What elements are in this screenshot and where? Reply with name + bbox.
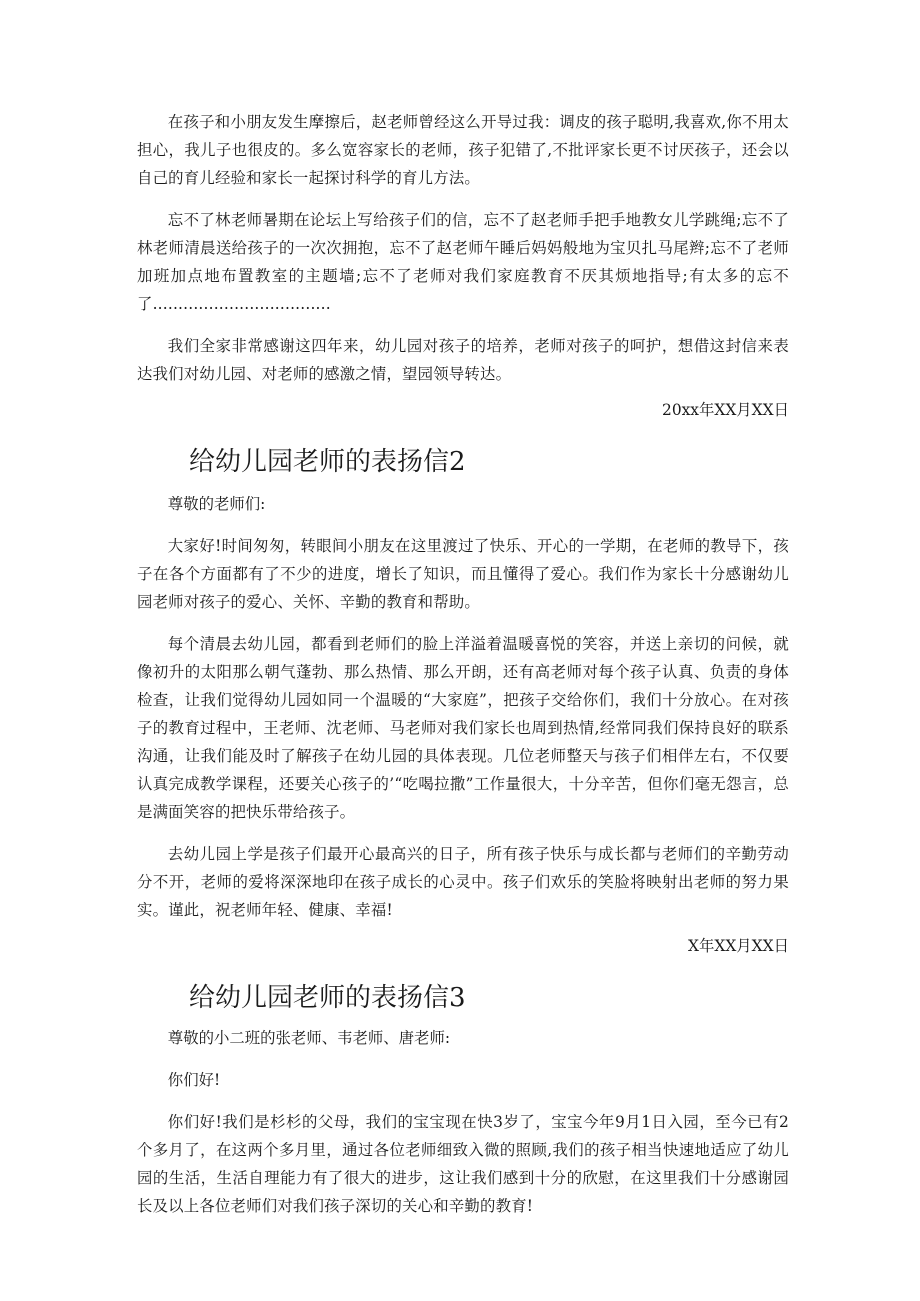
document-page (137, 108, 789, 1220)
letter2-paragraph-3: 去幼儿园上学是孩子们最开心最高兴的日子，所有孩子快乐与成长都与老师们的辛勤劳动分不开，老师的爱将深深地印在孩子成长的心灵中。孩子们欢乐的笑脸将映射出老师的努力果实。谨此，祝老师年轻、健康、幸福! (137, 845, 789, 919)
letter1-paragraph-1: 在孩子和小朋友发生摩擦后，赵老师曾经这么开导过我：调皮的孩子聪明,我喜欢,你不用太担心，我儿子也很皮的。多么宽容家长的老师，孩子犯错了,不批评家长更不讨厌孩子，还会以自己的育儿经验和家长一起探讨科学的育儿方法。 (137, 113, 789, 187)
letter2-paragraph-2: 每个清晨去幼儿园，都看到老师们的脸上洋溢着温暖喜悦的笑容，并送上亲切的问候，就像初升的太阳那么朝气蓬勃、那么热情、那么开朗，还有高老师对每个孩子认真、负责的身体检查，让我们觉得幼儿园如同一个温暖的“大家庭”，把孩子交给你们，我们十分放心。在对孩子的教育过程中，王老师、沈老师、马老师对我们家长也周到热情,经常同我们保持良好的联系沟通，让我们能及时了解孩子在幼儿园的具体表现。几位老师整天与孩子们相伴左右，不仅要认真完成教学课程，还要关心孩子的’“吃喝拉撒”工作量很大，十分辛苦，但你们毫无怨言，总是满面笑容的把快乐带给孩子。 (137, 635, 789, 821)
letter3-paragraph-1: 你们好!我们是杉杉的父母，我们的宝宝现在快3岁了，宝宝今年9月1日入园，至今已有2个多月了，在这两个多月里，通过各位老师细致入微的照顾,我们的孩子相当快速地适应了幼儿园的生活，生活自理能力有了很大的进步，这让我们感到十分的欣慰，在这里我们十分感谢园长及以上各位老师们对我们孩子深切的关心和辛勤的教育! (137, 1113, 789, 1215)
letter2-date: X年XX月XX日 (688, 937, 789, 955)
letter2-salutation: 尊敬的老师们: (167, 495, 266, 513)
letter3-greeting: 你们好! (167, 1071, 221, 1089)
letter2-title: 给幼儿园老师的表扬信2 (189, 447, 466, 477)
letter1-paragraph-2: 忘不了林老师暑期在论坛上写给孩子们的信，忘不了赵老师手把手地教女儿学跳绳;忘不了林老师清晨送给孩子的一次次拥抱，忘不了赵老师午睡后妈妈般地为宝贝扎马尾辫;忘不了老师加班加点地布置教室的主题墙;忘不了老师对我们家庭教育不厌其烦地指导;有太多的忘不了................................... (137, 211, 789, 313)
letter3-title: 给幼儿园老师的表扬信3 (189, 983, 466, 1013)
letter1-paragraph-3: 我们全家非常感谢这四年来，幼儿园对孩子的培养，老师对孩子的呵护，想借这封信来表达我们对幼儿园、对老师的感激之情，望园领导转达。 (137, 337, 789, 383)
letter2-paragraph-1: 大家好!时间匆匆，转眼间小朋友在这里渡过了快乐、开心的一学期，在老师的教导下，孩子在各个方面都有了不少的进度，增长了知识，而且懂得了爱心。我们作为家长十分感谢幼儿园老师对孩子的爱心、关怀、辛勤的教育和帮助。 (137, 537, 789, 611)
letter3-salutation: 尊敬的小二班的张老师、韦老师、唐老师: (167, 1029, 451, 1047)
letter1-date: 20xx年XX月XX日 (662, 401, 789, 419)
